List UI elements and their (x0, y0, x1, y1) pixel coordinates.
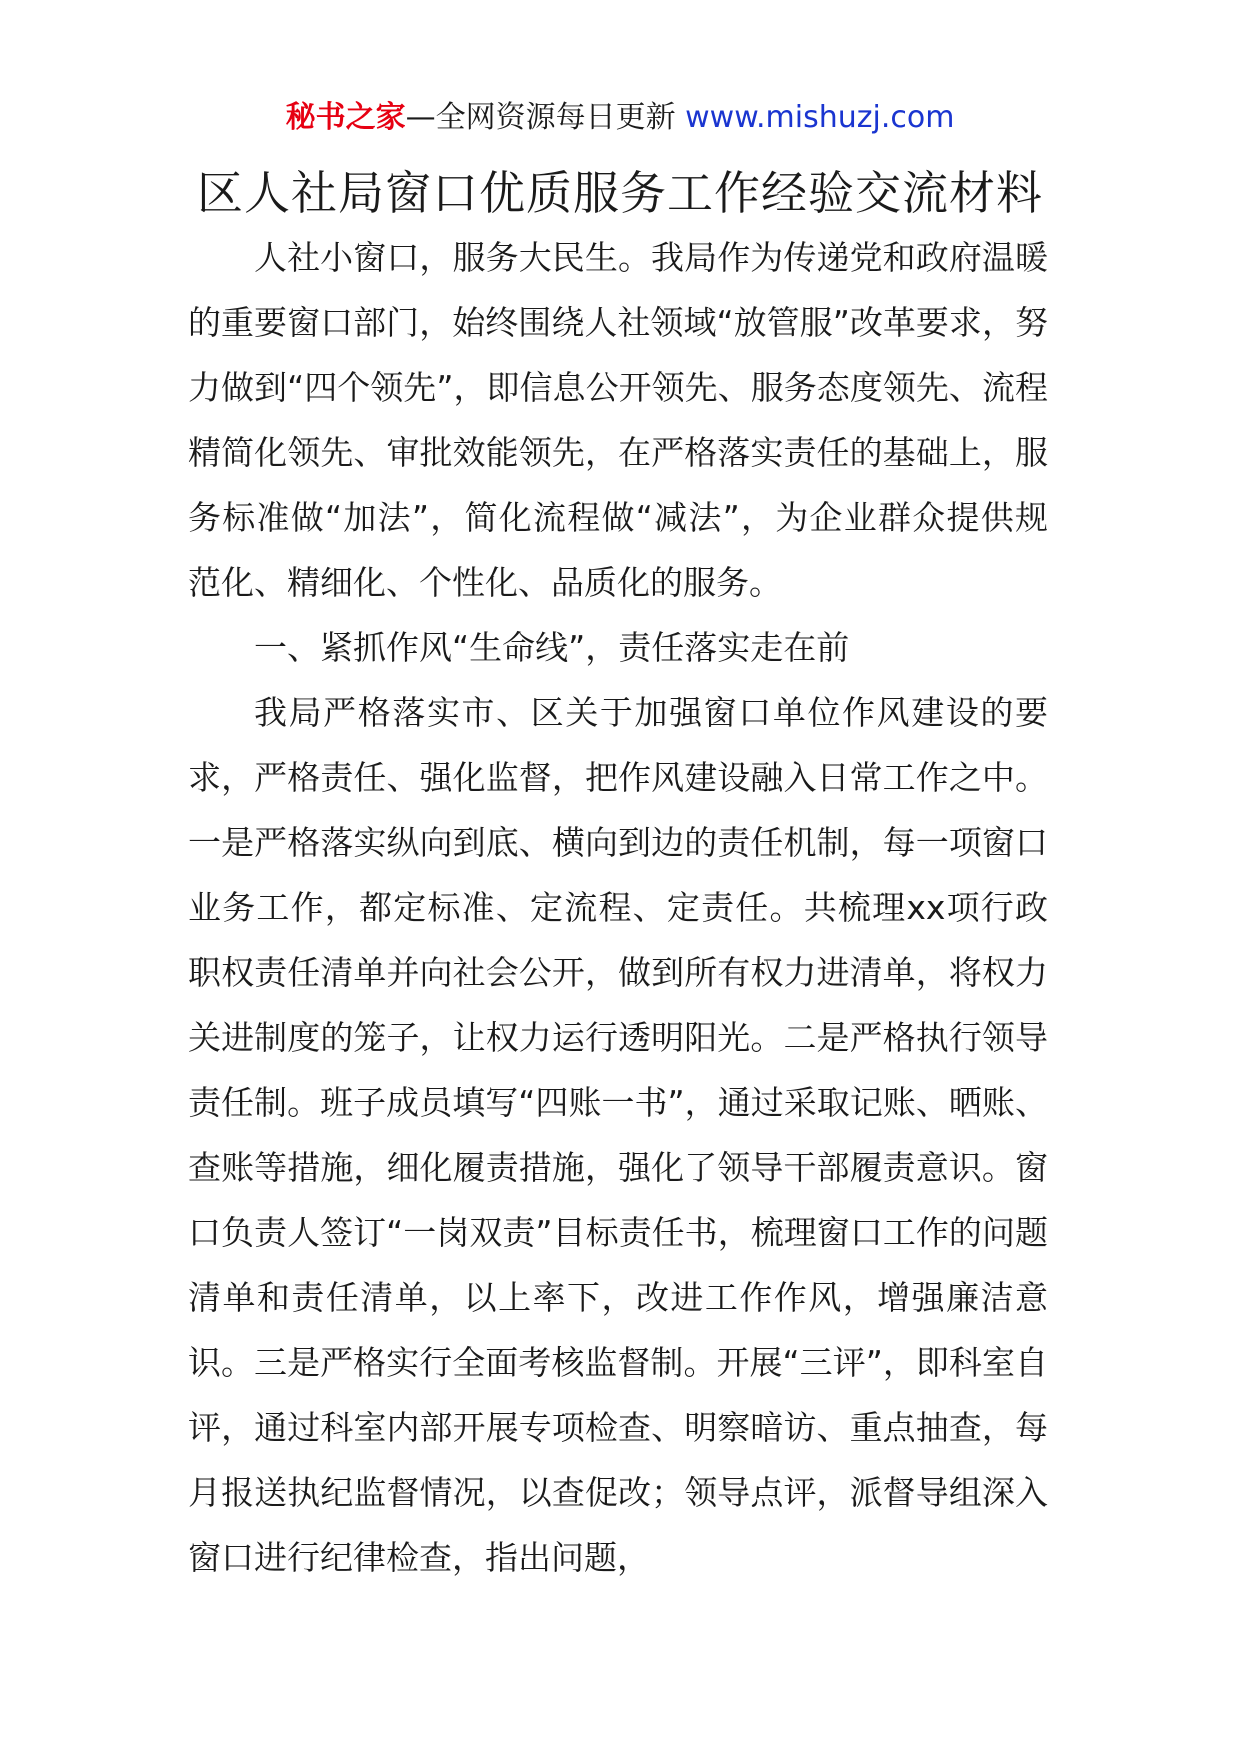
header-tagline: —全网资源每日更新 (405, 100, 676, 135)
site-link[interactable]: www.mishuzj.com (685, 100, 955, 135)
document-body (188, 225, 1048, 1590)
section-heading: 一、紧抓作风“生命线”，责任落实走在前 (254, 628, 850, 667)
intro-paragraph: 人社小窗口，服务大民生。我局作为传递党和政府温暖的重要窗口部门，始终围绕人社领域“放管服”改革要求，努力做到“四个领先”，即信息公开领先、服务态度领先、流程精简化领先、审批效能领先，在严格落实责任的基础上，服务标准做“加法”，简化流程做“减法”，为企业群众提供规范化、精细化、个性化、品质化的服务。 (188, 238, 1048, 602)
body-paragraph: 我局严格落实市、区关于加强窗口单位作风建设的要求，严格责任、强化监督，把作风建设融入日常工作之中。一是严格落实纵向到底、横向到边的责任机制，每一项窗口业务工作，都定标准、定流程、定责任。共梳理xx项行政职权责任清单并向社会公开，做到所有权力进清单，将权力关进制度的笼子，让权力运行透明阳光。二是严格执行领导责任制。班子成员填写“四账一书”，通过采取记账、晒账、查账等措施，细化履责措施，强化了领导干部履责意识。窗口负责人签订“一岗双责”目标责任书，梳理窗口工作的问题清单和责任清单，以上率下，改进工作作风，增强廉洁意识。三是严格实行全面考核监督制。开展“三评”，即科室自评，通过科室内部开展专项检查、明察暗访、重点抽查，每月报送执纪监督情况，以查促改；领导点评，派督导组深入窗口进行纪律检查，指出问题， (188, 693, 1048, 1577)
site-header (0, 98, 1240, 138)
brand-name: 秘书之家 (285, 100, 406, 135)
document-title: 区人社局窗口优质服务工作经验交流材料 (197, 166, 1043, 220)
